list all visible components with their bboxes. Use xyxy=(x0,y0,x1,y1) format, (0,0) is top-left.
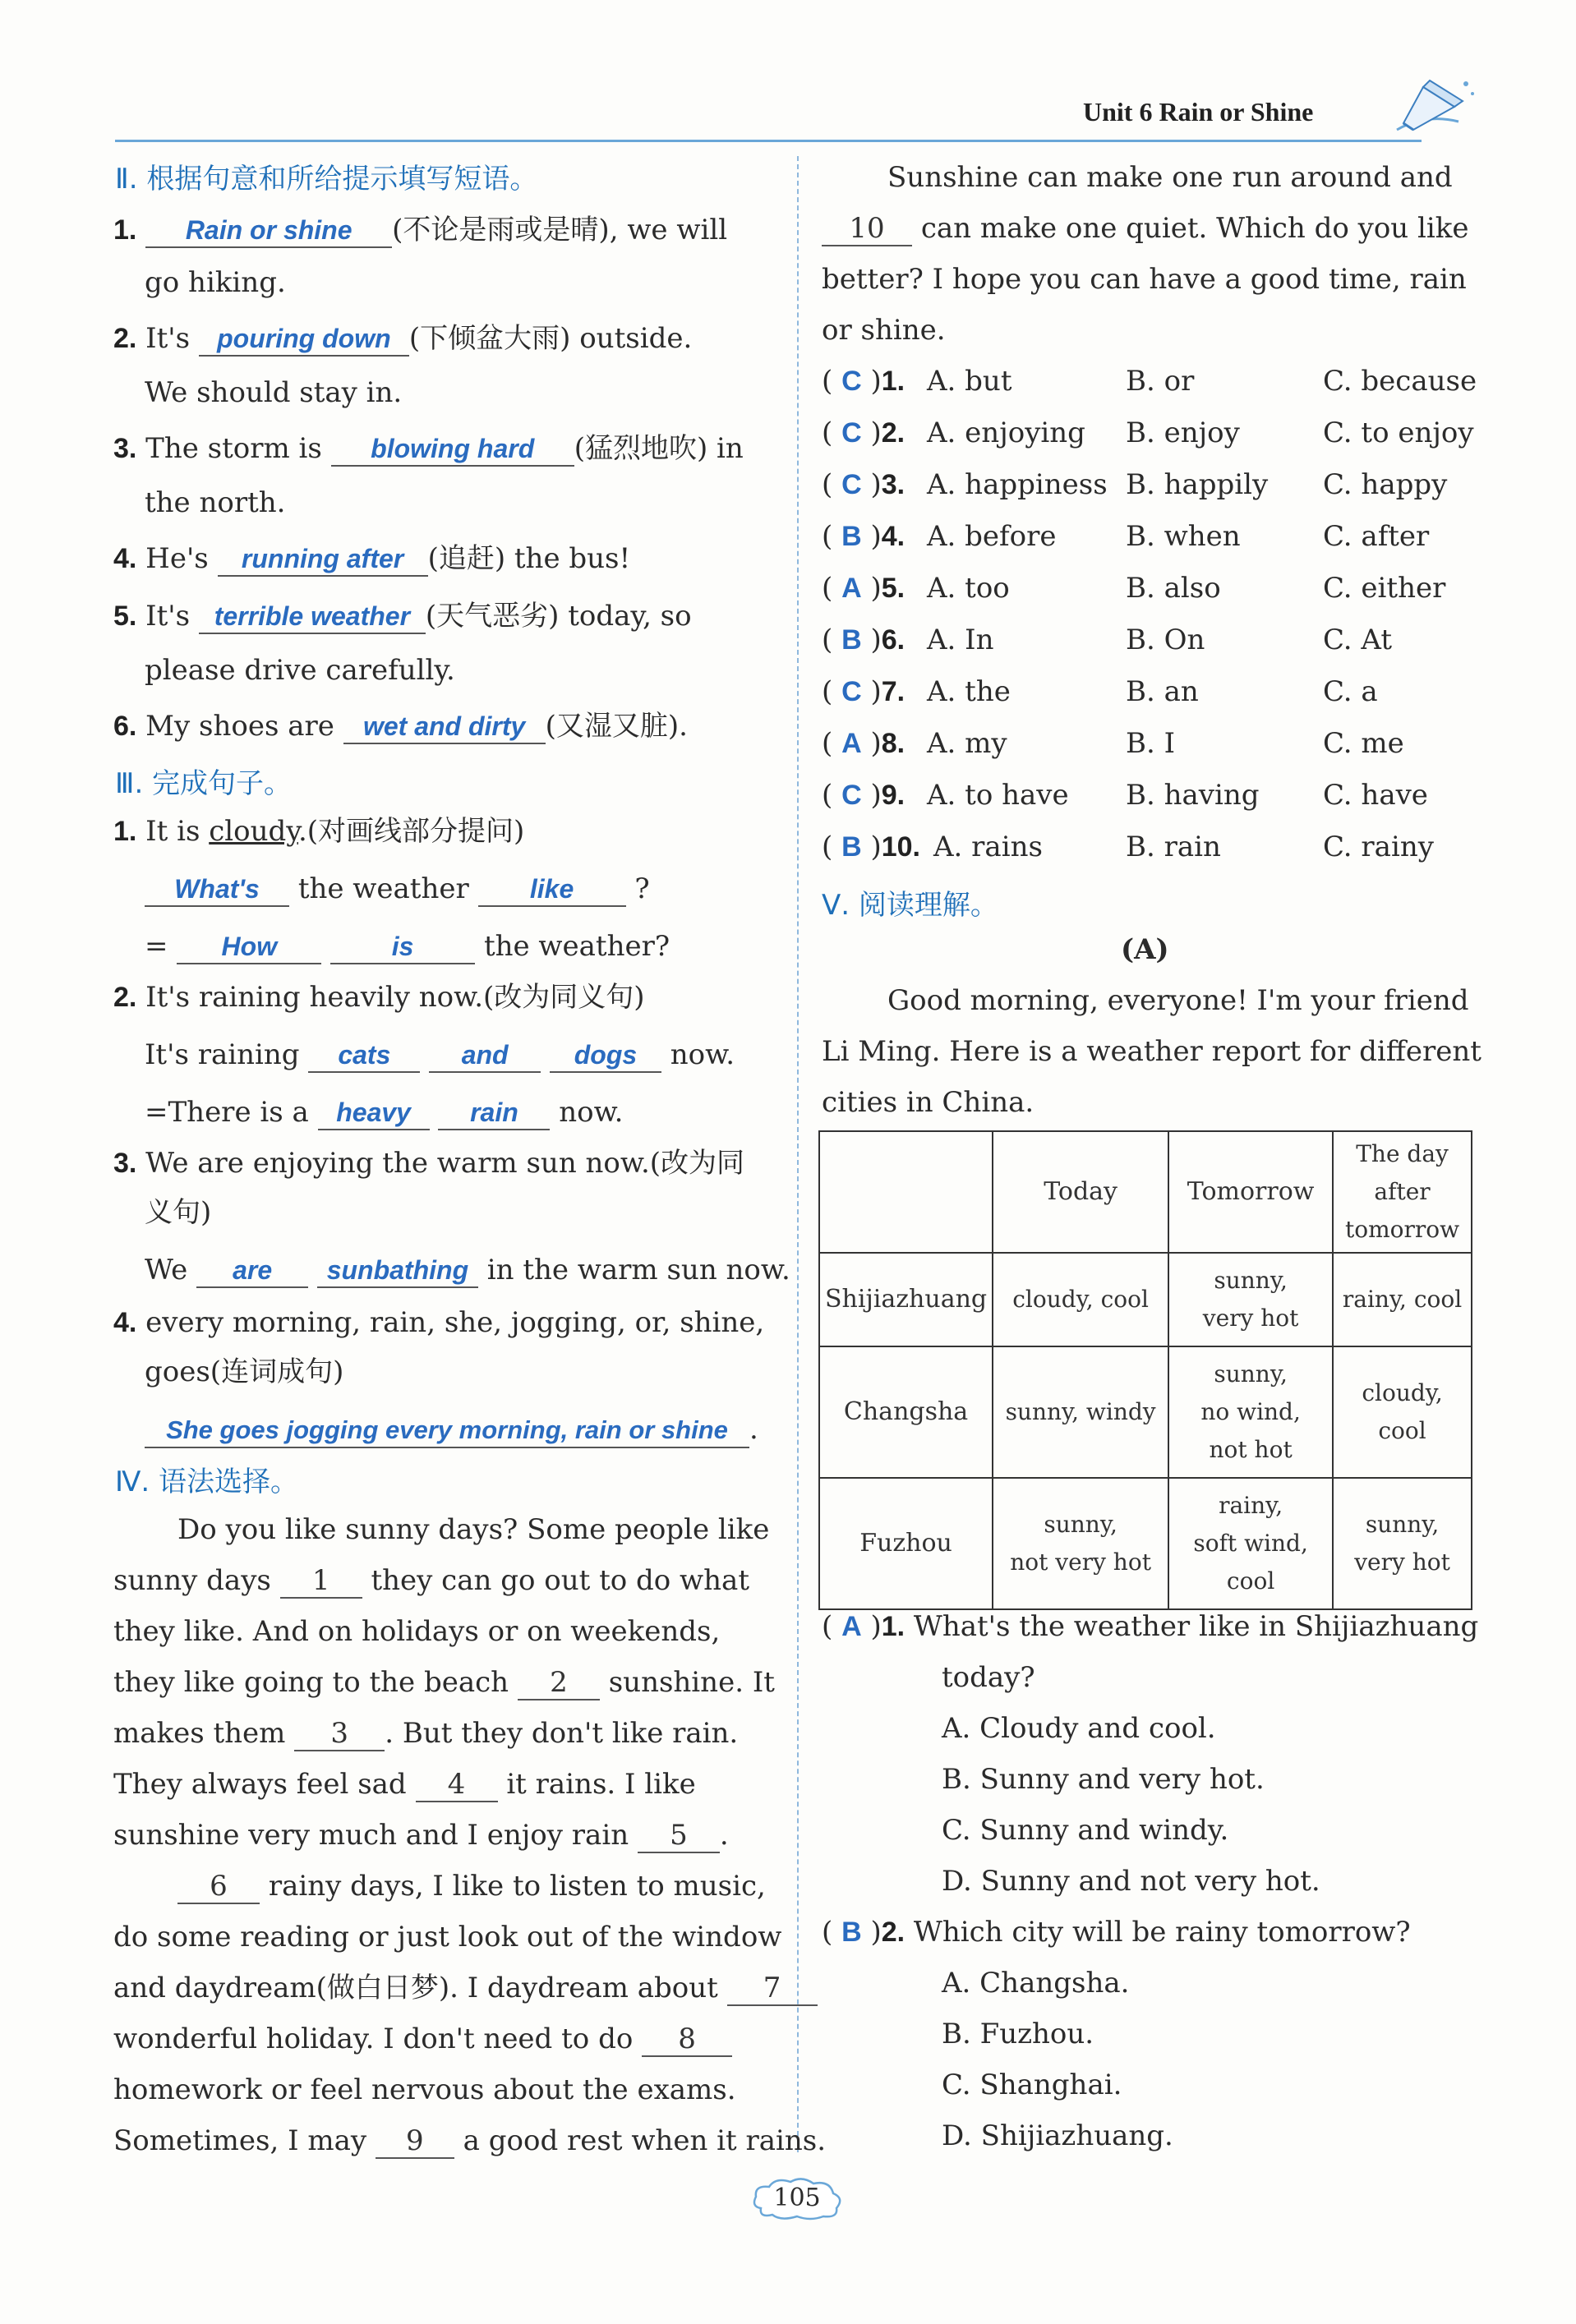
choice-c: C. after xyxy=(1323,520,1430,553)
choice-number: 6. xyxy=(881,624,906,656)
choice-c: C. either xyxy=(1323,572,1446,605)
s2-item-2-cont: We should stay in. xyxy=(145,376,403,409)
choice-answer: B xyxy=(841,624,862,656)
choice-number: 4. xyxy=(881,521,906,552)
s4-p-line4: they like going to the beach 2 sunshine. It xyxy=(113,1666,775,1699)
s2-item-1: 1. Rain or shine (不论是雨或是晴), we will xyxy=(113,214,728,246)
choice-row: ( A )5. A. too B. also C. either xyxy=(822,568,905,608)
choice-number: 7. xyxy=(881,676,906,707)
s4-p-line10: and daydream(做白日梦). I daydream about 7 xyxy=(113,1968,818,2008)
city-cell: Changsha xyxy=(819,1346,993,1478)
s5-q2-opt-d: D. Shijiazhuang. xyxy=(942,2119,1173,2152)
choice-b: B. also xyxy=(1126,572,1221,605)
section-2-title: Ⅱ. 根据句意和所给提示填写短语。 xyxy=(115,163,538,196)
choice-number: 1. xyxy=(881,366,906,397)
s3-q2-line3: =There is a heavy rain now. xyxy=(145,1096,624,1129)
s2-item-6: 6. My shoes are wet and dirty (又湿又脏). xyxy=(113,710,688,743)
s3-q2-line2: It's raining cats and dogs now. xyxy=(145,1038,735,1071)
s2-item-3: 3. The storm is blowing hard (猛烈地吹) in xyxy=(113,432,744,465)
section-4-title: Ⅳ. 语法选择。 xyxy=(115,1466,298,1498)
passage-label: (A) xyxy=(1121,933,1169,966)
choice-b: B. having xyxy=(1126,779,1260,812)
s2-item-3-cont: the north. xyxy=(145,486,286,519)
s3-q3-cont: 义句) xyxy=(145,1196,212,1229)
s5-intro-1: Good morning, everyone! I'm your friend xyxy=(887,984,1469,1017)
weather-table xyxy=(818,1130,1472,1610)
after-cell: cloudy, cool xyxy=(1333,1346,1472,1478)
choice-a: A. happiness xyxy=(927,468,1108,501)
choice-c: C. rainy xyxy=(1323,831,1434,863)
s2-item-1-cont: go hiking. xyxy=(145,266,286,299)
s5-q1-opt-b: B. Sunny and very hot. xyxy=(942,1763,1265,1796)
s5-q1-opt-c: C. Sunny and windy. xyxy=(942,1814,1229,1847)
table-header-empty xyxy=(819,1131,993,1253)
after-cell: sunny, very hot xyxy=(1333,1478,1472,1609)
s5-q2: ( B )2. Which city will be rainy tomorrow? xyxy=(822,1916,1411,1949)
choice-number: 10. xyxy=(881,831,920,863)
today-cell: sunny, windy xyxy=(993,1346,1168,1478)
s4-p-line13: Sometimes, I may 9 a good rest when it rains. xyxy=(113,2124,827,2157)
header-rule xyxy=(115,140,1422,142)
table-row xyxy=(819,1346,1472,1478)
choice-a: A. enjoying xyxy=(927,416,1085,449)
s4-right-line1: Sunshine can make one run around and xyxy=(887,161,1453,194)
choice-a: A. rains xyxy=(933,831,1043,863)
s3-q1-line2: What's the weather like ? xyxy=(145,869,650,909)
choice-b: B. On xyxy=(1126,624,1205,656)
s4-p-line1: Do you like sunny days? Some people like xyxy=(177,1513,770,1546)
choice-a: A. too xyxy=(927,572,1010,605)
choice-b: B. or xyxy=(1126,365,1195,398)
s2-item-5-cont: please drive carefully. xyxy=(145,654,455,687)
choice-b: B. enjoy xyxy=(1126,416,1240,449)
choice-a: A. before xyxy=(927,520,1057,553)
s4-p-line3: they like. And on holidays or on weekends, xyxy=(113,1615,721,1648)
today-cell: cloudy, cool xyxy=(993,1253,1168,1346)
choice-number: 9. xyxy=(881,780,906,811)
s3-q3-line3: We are sunbathing in the warm sun now. xyxy=(145,1254,790,1286)
s4-p-line2: sunny days 1 they can go out to do what xyxy=(113,1564,749,1597)
s5-q1: ( A )1. What's the weather like in Shijiazhuang xyxy=(822,1610,1479,1643)
tomorrow-cell: sunny, no wind, not hot xyxy=(1168,1346,1333,1478)
s3-q4-cont: goes(连词成句) xyxy=(145,1355,344,1388)
choice-c: C. At xyxy=(1323,624,1393,656)
choice-number: 3. xyxy=(881,469,906,500)
s2-item-2: 2. It's pouring down (下倾盆大雨) outside. xyxy=(113,322,693,355)
s3-q4-answer-line: She goes jogging every morning, rain or shine . xyxy=(145,1410,758,1449)
column-divider xyxy=(797,156,799,2152)
section-3-title: Ⅲ. 完成句子。 xyxy=(115,767,293,800)
s3-q2: 2. It's raining heavily now.(改为同义句) xyxy=(113,981,645,1014)
choice-answer: C xyxy=(841,780,862,811)
choice-a: A. the xyxy=(927,675,1011,708)
tomorrow-cell: sunny, very hot xyxy=(1168,1253,1333,1346)
s4-p-line12: homework or feel nervous about the exams. xyxy=(113,2073,736,2106)
choice-row: ( B )6. A. In B. On C. At xyxy=(822,620,905,660)
s5-q2-opt-b: B. Fuzhou. xyxy=(942,2018,1094,2050)
s3-q1: 1. It is cloudy.(对画线部分提问) xyxy=(113,815,525,848)
city-cell: Fuzhou xyxy=(819,1478,993,1609)
s5-q1-opt-d: D. Sunny and not very hot. xyxy=(942,1865,1320,1898)
choice-b: B. I xyxy=(1126,727,1176,760)
choice-b: B. an xyxy=(1126,675,1199,708)
choice-b: B. happily xyxy=(1126,468,1269,501)
s4-p-line5: makes them 3 . But they don't like rain. xyxy=(113,1717,739,1750)
choice-b: B. when xyxy=(1126,520,1241,553)
table-header-row xyxy=(819,1131,1472,1253)
s5-q2-opt-c: C. Shanghai. xyxy=(942,2069,1122,2101)
choice-c: C. have xyxy=(1323,779,1428,812)
s3-q1-line3: = How is the weather? xyxy=(145,930,670,963)
s2-item-5: 5. It's terrible weather (天气恶劣) today, so xyxy=(113,600,692,633)
today-cell: sunny, not very hot xyxy=(993,1478,1168,1609)
s4-p-line6: They always feel sad 4 it rains. I like xyxy=(113,1768,696,1801)
choice-c: C. to enjoy xyxy=(1323,416,1474,449)
choice-a: A. In xyxy=(927,624,994,656)
s5-q1-opt-a: A. Cloudy and cool. xyxy=(942,1712,1216,1745)
s3-q4: 4. every morning, rain, she, jogging, or, shine, xyxy=(113,1306,765,1339)
choice-a: A. my xyxy=(927,727,1007,760)
choice-row: ( A )8. A. my B. I C. me xyxy=(822,724,905,763)
s4-p-line9: do some reading or just look out of the window xyxy=(113,1921,782,1954)
choice-answer: B xyxy=(841,521,862,552)
choice-answer: C xyxy=(841,417,862,449)
s4-p-line11: wonderful holiday. I don't need to do 8 xyxy=(113,2019,732,2059)
s4-p-line7: sunshine very much and I enjoy rain 5 . xyxy=(113,1819,729,1852)
s5-q1-cont: today? xyxy=(942,1661,1035,1694)
choice-b: B. rain xyxy=(1126,831,1221,863)
city-cell: Shijiazhuang xyxy=(819,1253,993,1346)
choice-answer: C xyxy=(841,366,862,397)
choice-a: A. to have xyxy=(927,779,1069,812)
pencil-book-icon xyxy=(1380,72,1479,146)
choice-answer: C xyxy=(841,676,862,707)
choice-c: C. a xyxy=(1323,675,1378,708)
after-cell: rainy, cool xyxy=(1333,1253,1472,1346)
choice-row: ( B )4. A. before B. when C. after xyxy=(822,517,905,556)
choice-number: 5. xyxy=(881,573,906,604)
table-header-today: Today xyxy=(993,1131,1168,1253)
unit-title: Unit 6 Rain or Shine xyxy=(1083,97,1314,127)
choice-answer: C xyxy=(841,469,862,500)
choice-c: C. because xyxy=(1323,365,1477,398)
s3-q3: 3. We are enjoying the warm sun now.(改为同 xyxy=(113,1147,745,1180)
s4-right-line4: or shine. xyxy=(822,314,946,347)
table-row xyxy=(819,1253,1472,1346)
choice-answer: A xyxy=(841,728,862,759)
page-number: 105 xyxy=(773,2184,821,2212)
s4-p-line8: 6 rainy days, I like to listen to music, xyxy=(177,1866,766,1906)
choice-c: C. happy xyxy=(1323,468,1448,501)
s5-q2-opt-a: A. Changsha. xyxy=(942,1967,1130,2000)
table-header-day-after: The day after tomorrow xyxy=(1333,1131,1472,1253)
choice-answer: A xyxy=(841,573,862,604)
s4-right-line2: 10 can make one quiet. Which do you like xyxy=(822,209,1468,248)
choice-c: C. me xyxy=(1323,727,1404,760)
choice-a: A. but xyxy=(927,365,1012,398)
choice-row: ( C )1. A. but B. or C. because xyxy=(822,361,905,401)
choice-row: ( C )3. A. happiness B. happily C. happy xyxy=(822,465,905,504)
choice-row: ( C )9. A. to have B. having C. have xyxy=(822,775,905,815)
choice-row: ( B )10. A. rains B. rain C. rainy xyxy=(822,827,920,867)
choice-number: 2. xyxy=(881,417,906,449)
choice-row: ( C )7. A. the B. an C. a xyxy=(822,672,905,711)
choice-answer: B xyxy=(841,831,862,863)
s2-item-4: 4. He's running after (追赶) the bus! xyxy=(113,542,631,575)
s5-intro-2: Li Ming. Here is a weather report for different xyxy=(822,1035,1482,1068)
s4-right-line3: better? I hope you can have a good time, rain xyxy=(822,263,1467,296)
choice-number: 8. xyxy=(881,728,906,759)
table-row xyxy=(819,1478,1472,1609)
section-5-title: Ⅴ. 阅读理解。 xyxy=(822,889,998,922)
table-header-tomorrow: Tomorrow xyxy=(1168,1131,1333,1253)
choice-row: ( C )2. A. enjoying B. enjoy C. to enjoy xyxy=(822,413,905,453)
tomorrow-cell: rainy, soft wind, cool xyxy=(1168,1478,1333,1609)
s5-intro-3: cities in China. xyxy=(822,1086,1035,1119)
